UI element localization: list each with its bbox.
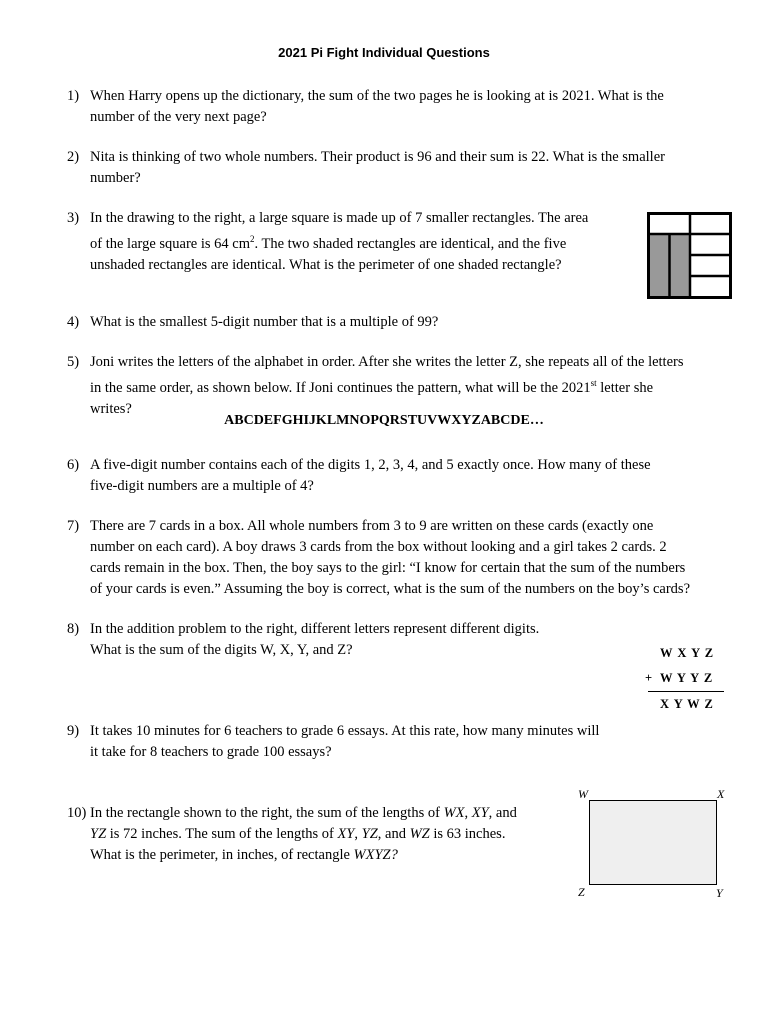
question-text: Joni writes the letters of the alphabet in order. After she writes the letter Z, she repeats all of the letters: [90, 354, 684, 370]
question-text: of the large square is 64 $cm^2$. The two shaded rectangles are identical, and the five: [90, 234, 567, 252]
corner-label-y: Y: [716, 886, 723, 900]
question-number: 4): [67, 314, 80, 330]
corner-label-x: X: [717, 787, 725, 801]
question-text: number?: [90, 170, 141, 186]
letter-sequence: ABCDEFGHIJKLMNOPQRSTUVWXYZABCDE…: [224, 413, 544, 428]
question-text: What is the sum of the digits W, X, Y, and Z?: [90, 642, 353, 658]
question-text: number on each card). A boy draws 3 cards from the box without looking and a girl takes 2 cards. 2: [90, 539, 667, 555]
question-text: In the rectangle shown to the right, the sum of the lengths of WX, XY, and: [90, 805, 517, 821]
question-number: 8): [67, 621, 80, 637]
question-number: 2): [67, 149, 80, 165]
shaded-rectangle: [650, 234, 670, 296]
question-text: in the same order, as shown below. If Joni continues the pattern, what will be the 2021st letter she: [90, 378, 654, 396]
square-diagram: [647, 212, 733, 300]
question-text: What is the smallest 5-digit number that is a multiple of 99?: [90, 314, 439, 330]
question-text: cards remain in the box. Then, the boy says to the girl: “I know for certain that the sum of the numbers: [90, 560, 686, 576]
question-text: writes?: [90, 400, 132, 417]
question-text: unshaded rectangles are identical. What is the perimeter of one shaded rectangle?: [90, 256, 562, 273]
question-text: When Harry opens up the dictionary, the sum of the two pages he is looking at is 2021. What is the: [90, 88, 664, 104]
question-text: What is the perimeter, in inches, of rectangle WXYZ?: [90, 847, 398, 863]
question-text: Nita is thinking of two whole numbers. Their product is 96 and their sum is 22. What is the smaller: [90, 149, 665, 165]
plus-sign: +: [645, 671, 654, 685]
page-title: 2021 Pi Fight Individual Questions: [278, 45, 490, 60]
question-text: There are 7 cards in a box. All whole numbers from 3 to 9 are written on these cards (exactly one: [90, 518, 654, 534]
corner-label-w: W: [578, 787, 588, 801]
question-number: 6): [67, 457, 80, 473]
question-number: 7): [67, 518, 80, 534]
question-number: 5): [67, 354, 80, 370]
question-text: YZ is 72 inches. The sum of the lengths of XY, YZ, and WZ is 63 inches.: [90, 826, 506, 842]
question-text: A five-digit number contains each of the digits 1, 2, 3, 4, and 5 exactly once. How many of these: [90, 457, 651, 473]
question-number: 3): [67, 210, 80, 226]
question-text: In the addition problem to the right, different letters represent different digits.: [90, 621, 540, 637]
sum-rule: [648, 691, 724, 692]
addend-2: W Y Y Z: [660, 671, 714, 685]
question-text: of your cards is even.” Assuming the boy is correct, what is the sum of the numbers on the boy’s cards?: [90, 581, 691, 597]
sum-result: X Y W Z: [660, 697, 714, 711]
question-text: five-digit numbers are a multiple of 4?: [90, 478, 314, 494]
question-text: number of the very next page?: [90, 109, 267, 125]
addend-1: W X Y Z: [660, 646, 715, 660]
question-text: it take for 8 teachers to grade 100 essays?: [90, 744, 332, 760]
corner-label-z: Z: [578, 885, 585, 899]
question-number: 1): [67, 88, 80, 104]
rectangle-wxyz: [589, 800, 717, 885]
question-text: In the drawing to the right, a large square is made up of 7 smaller rectangles. The area: [90, 210, 589, 226]
question-text: It takes 10 minutes for 6 teachers to grade 6 essays. At this rate, how many minutes will: [90, 723, 600, 739]
question-number: 10): [67, 805, 87, 821]
question-number: 9): [67, 723, 80, 739]
shaded-rectangle: [670, 234, 690, 296]
